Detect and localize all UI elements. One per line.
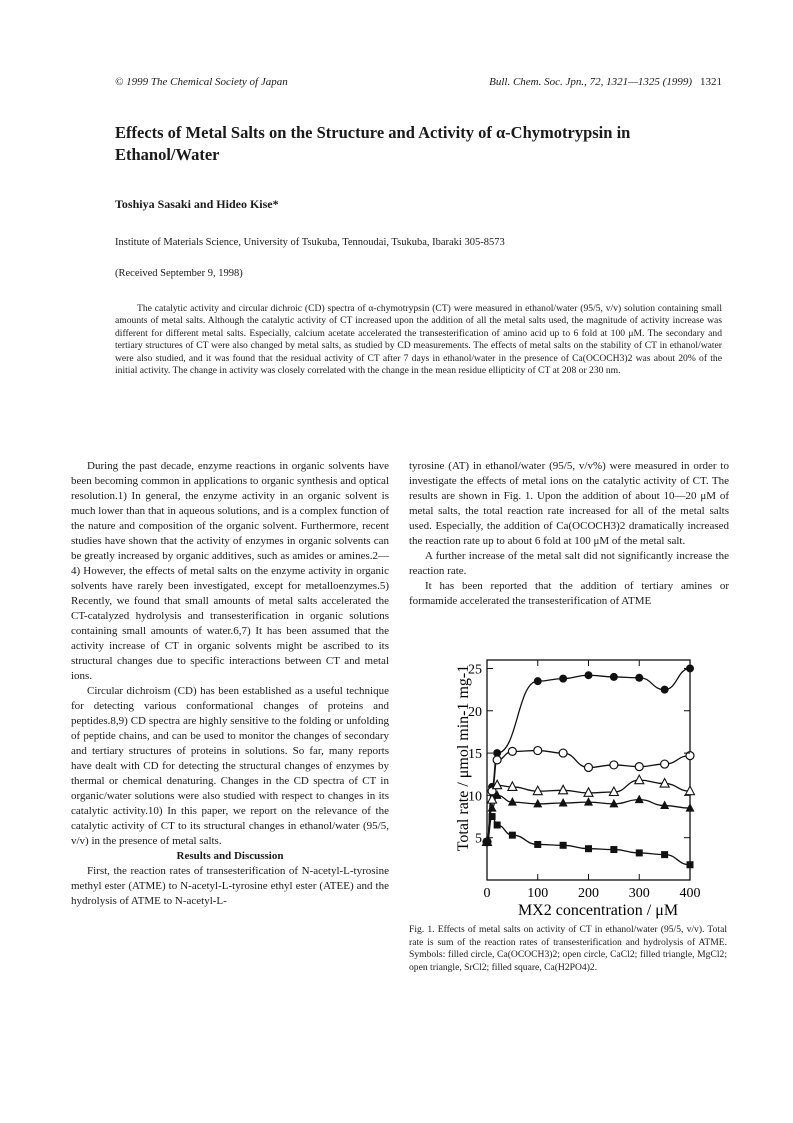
data-point-filled-circle [610,673,618,681]
data-point-filled-square [534,841,541,848]
section-heading: Results and Discussion [176,850,284,862]
intro-paragraph-1: During the past decade, enzyme reactions in organic solvents have been becoming common in applications to organic synthesis and optical resolution.1) In general, the enzyme activity in an organic solvent is much lower than that in aqueous solutions, and is a complex function of the nature and composition of the organic solvent. Furthermore, recent studies have shown that the activity of enzymes in organic solvents can be greatly increased by organic additives, such as amides or amines.2—4) However, the effects of metal salts on the enzyme activity in organic solvents have rarely been investigated, except for metalloenzymes.5) Recently, we found that small amounts of metal salts accelerated the CT-catalyzed hydrolysis and transesterification in organic solutions containing small amounts of water.6,7) It has been assumed that the activity increase of CT in organic solvents might be ascribed to its structural changes due to specific interactions between CT and metal ions. [71,460,389,682]
data-point-filled-square [687,861,694,868]
results-paragraph-1: First, the reaction rates of transesterification of N-acetyl-L-tyrosine methyl ester (ATME) to N-acetyl-L-tyrosine ethyl ester (ATEE) and the hydrolysis of ATME to N-acetyl-L- [71,865,389,907]
journal-reference: Bull. Chem. Soc. Jpn., 72, 1321—1325 (1999) [489,76,692,88]
copyright-line: © 1999 The Chemical Society of Japan [115,76,288,88]
data-point-open-circle [635,763,643,771]
series-curve-filled-square [487,817,690,865]
data-point-filled-square [560,842,567,849]
series-curve-filled-circle [487,668,690,841]
data-point-filled-square [489,813,496,820]
affiliation: Institute of Materials Science, University of Tsukuba, Tennoudai, Tsukuba, Ibaraki 305-8573 [115,237,505,248]
data-point-filled-circle [559,675,567,683]
page-number: 1321 [700,76,722,88]
x-axis-label: MX2 concentration / μM [517,902,679,919]
data-point-filled-square [610,846,617,853]
received-date: (Received September 9, 1998) [115,268,243,279]
data-point-open-circle [610,761,618,769]
right-column [409,459,729,609]
data-point-open-triangle [584,788,593,797]
abstract: The catalytic activity and circular dichroic (CD) spectra of α-chymotrypsin (CT) were measured in ethanol/water (95/5, v/v) solution containing small amounts of metal salts. Although the catalytic activity of CT increased upon the addition of all the metal salts used, the magnitude of activity increase was different for different metal salts. Especially, calcium acetate accelerated the transesterification of amino acid up to 6 fold at 100 μM. The secondary and tertiary structures of CT were also changed by metal salts, as studied by CD measurements. The effects of metal salts on the stability of CT in ethanol/water were also studied, and it was found that the residual activity of CT after 7 days in ethanol/water in the presence of Ca(OCOCH3)2 was about 20% of the initial activity. The change in activity was closely correlated with the change in the mean residue ellipticity of CT at 208 or 230 nm. [115,303,722,377]
y-tick-label: 5 [475,831,482,847]
data-point-filled-triangle [635,795,644,804]
data-point-filled-triangle [559,798,568,807]
data-point-filled-circle [585,671,593,679]
author-list: Toshiya Sasaki and Hideo Kise* [115,197,279,211]
data-point-filled-square [661,851,668,858]
data-point-open-triangle [635,775,644,784]
data-point-filled-square [585,845,592,852]
data-point-filled-square [509,832,516,839]
y-tick-label: 20 [468,704,482,720]
data-point-filled-triangle [686,803,695,812]
x-tick-label: 200 [578,886,599,901]
y-tick-label: 10 [468,789,482,805]
data-point-filled-triangle [488,803,497,812]
data-point-filled-square [636,849,643,856]
data-point-filled-triangle [584,797,593,806]
results-paragraph-3: It has been reported that the addition of tertiary amines or formamide accelerated the transesterification of ATME [409,580,729,607]
data-point-open-triangle [559,785,568,794]
results-paragraph-2: A further increase of the metal salt did not significantly increase the reaction rate. [409,550,729,577]
data-point-open-circle [661,760,669,768]
x-tick-label: 100 [527,886,549,901]
x-tick-label: 300 [628,886,650,901]
rate-chart [440,640,720,920]
figure-caption: Fig. 1. Effects of metal salts on activity of CT in ethanol/water (95/5, v/v). Total rate is sum of the reaction rates of transesterification and hydrolysis of ATME. Symbols: filled circle, Ca(OCOCH3)2; open circle, CaCl2; filled triangle, MgCl2; open triangle, SrCl2; filled square, Ca(H2PO4)2. [409,924,727,973]
y-tick-label: 15 [468,747,482,763]
y-axis-label: Total rate / μmol min-1 mg-1 [455,664,472,852]
intro-paragraph-2: Circular dichroism (CD) has been established as a useful technique for detecting various conformational changes of proteins and peptides.8,9) CD spectra are highly sensitive to the folding or unfolding of peptide chains, and can be used to monitor the changes of secondary and tertiary structures of proteins in solutions. So far, many reports have dealt with CD for detecting the structural changes of enzymes by thermal or chemical denaturing. Changes in the CD spectra of CT in organic/water solutions were also studied with respect to changes in its catalytic activity.10) In this paper, we report on the relevance of the catalytic activity of CT to its structural changes in ethanol/water (95/5, v/v) in the presence of metal salts. [71,685,389,847]
x-tick-label: 0 [483,886,491,901]
data-point-filled-square [484,838,491,845]
data-point-open-circle [534,747,542,755]
x-tick-label: 400 [679,886,701,901]
data-point-open-circle [493,756,501,764]
data-point-filled-circle [661,686,669,694]
paper-title: Effects of Metal Salts on the Structure and Activity of α-Chymotrypsin in Ethanol/Water [115,123,631,164]
data-point-filled-circle [635,674,643,682]
data-point-filled-square [494,822,501,829]
data-point-open-circle [585,763,593,771]
y-tick-label: 25 [468,662,482,678]
journal-citation [489,76,722,88]
data-point-filled-circle [534,677,542,685]
data-point-open-circle [508,747,516,755]
left-column [71,459,389,909]
results-paragraph-1-cont: tyrosine (AT) in ethanol/water (95/5, v/v%) were measured in order to investigate the effects of metal ions on the catalytic activity of CT. The results are shown in Fig. 1. Upon the addition of about 10—20 μM of metal salts, the total reaction rate increased for all of the metal salts used. Especially, the addition of Ca(OCOCH3)2 dramatically increased the reaction rate up to about 6 fold at 100 μM of the metal salt. [409,460,729,547]
data-point-filled-triangle [533,799,542,808]
data-point-open-circle [559,749,567,757]
figure-1 [440,640,720,925]
